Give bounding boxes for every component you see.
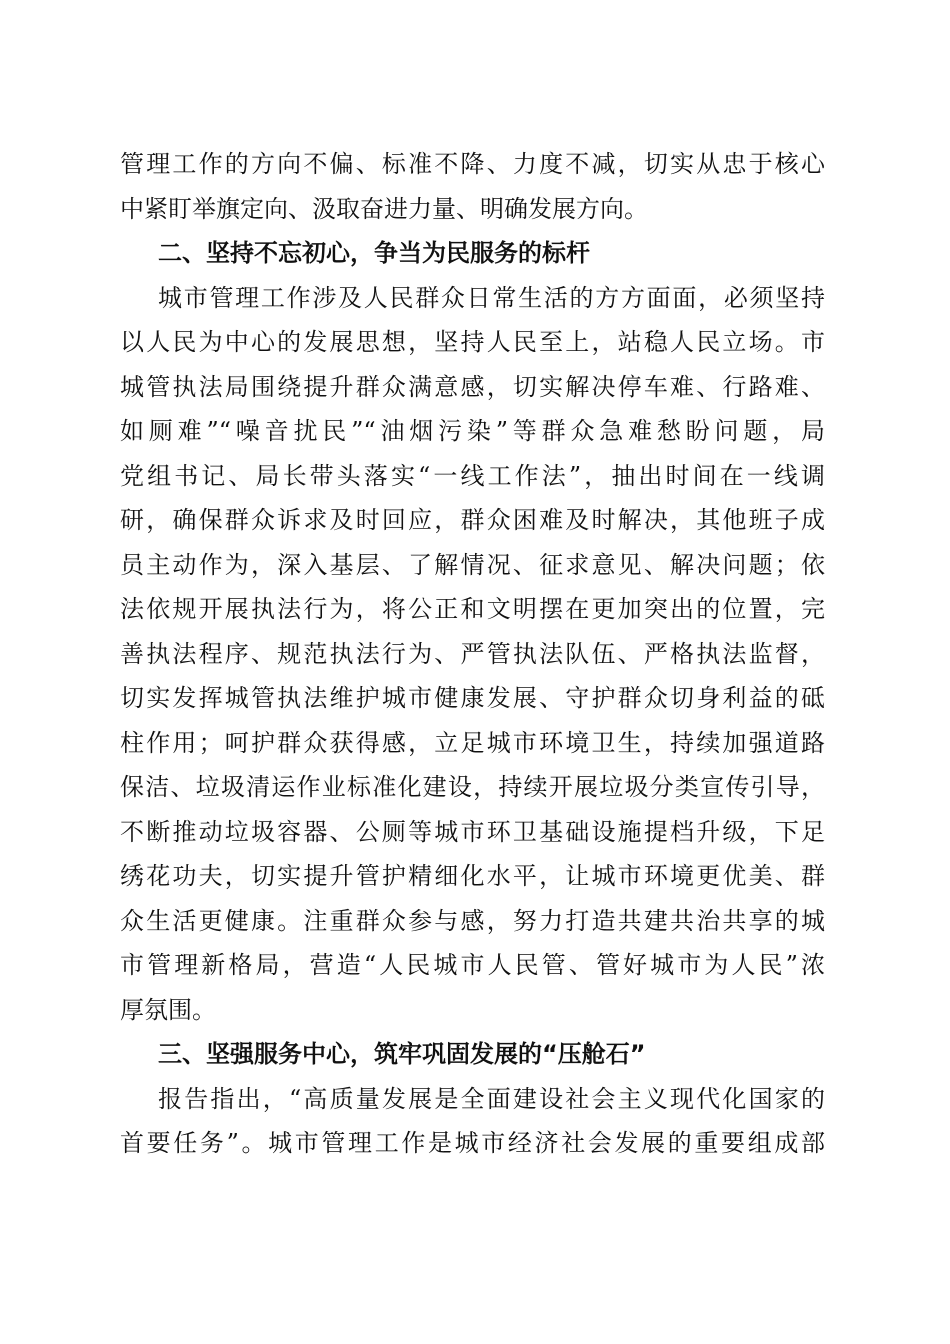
paragraph-line: 如厕难”“噪音扰民”“油烟污染”等群众急难愁盼问题，局 [120,417,825,445]
paragraph-line: 保洁、垃圾清运作业标准化建设，持续开展垃圾分类宣传引导， [120,773,825,801]
paragraph-line: 切实发挥城管执法维护城市健康发展、守护群众切身利益的砥 [120,684,825,712]
section-heading: 二、坚持不忘初心，争当为民服务的标杆 [158,239,590,267]
paragraph-line: 柱作用；呵护群众获得感，立足城市环境卫生，持续加强道路 [120,729,825,757]
paragraph-line: 法依规开展执法行为，将公正和文明摆在更加突出的位置，完 [120,595,825,623]
paragraph-line: 员主动作为，深入基层、了解情况、征求意见、解决问题；依 [120,551,825,579]
paragraph-line: 研，确保群众诉求及时回应，群众困难及时解决，其他班子成 [120,506,825,534]
paragraph-line: 众生活更健康。注重群众参与感，努力打造共建共治共享的城 [120,907,825,935]
paragraph-line: 管理工作的方向不偏、标准不降、力度不减，切实从忠于核心 [120,150,825,178]
paragraph-line: 城管执法局围绕提升群众满意感，切实解决停车难、行路难、 [120,373,825,401]
paragraph-line: 党组书记、局长带头落实“一线工作法”，抽出时间在一线调 [120,462,825,490]
paragraph-line: 报告指出，“高质量发展是全面建设社会主义现代化国家的 [158,1085,825,1113]
paragraph-line: 市管理新格局，营造“人民城市人民管、管好城市为人民”浓 [120,951,825,979]
paragraph-line: 绣花功夫，切实提升管护精细化水平，让城市环境更优美、群 [120,862,825,890]
paragraph-line: 善执法程序、规范执法行为、严管执法队伍、严格执法监督， [120,640,825,668]
paragraph-line: 不断推动垃圾容器、公厕等城市环卫基础设施提档升级，下足 [120,818,825,846]
paragraph-line: 首要任务”。城市管理工作是城市经济社会发展的重要组成部 [120,1129,825,1157]
paragraph-line: 厚氛围。 [120,996,216,1024]
section-heading: 三、坚强服务中心，筑牢巩固发展的“压舱石” [158,1040,646,1068]
paragraph-line: 城市管理工作涉及人民群众日常生活的方方面面，必须坚持 [158,284,825,312]
paragraph-line: 中紧盯举旗定向、汲取奋进力量、明确发展方向。 [120,195,648,223]
paragraph-line: 以人民为中心的发展思想，坚持人民至上，站稳人民立场。市 [120,328,825,356]
